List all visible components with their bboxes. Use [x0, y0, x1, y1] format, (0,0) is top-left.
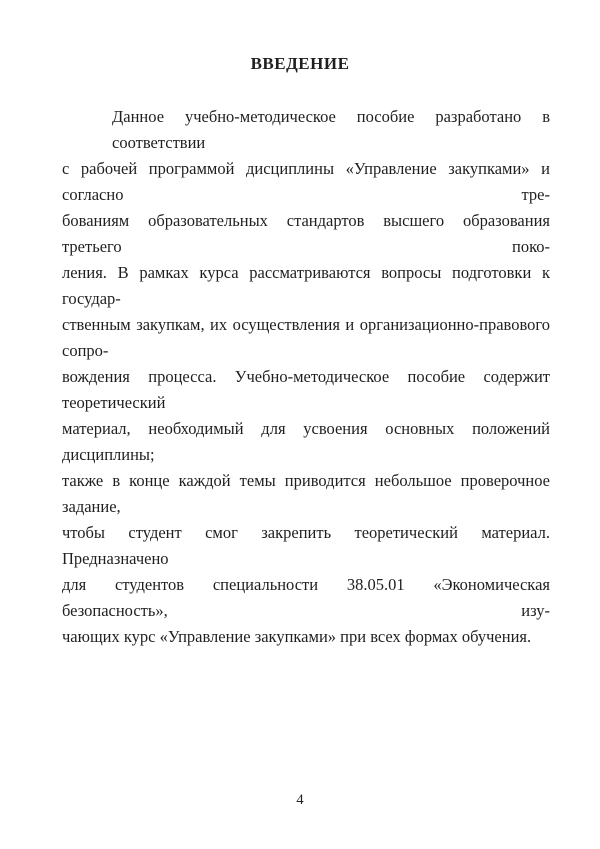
introduction-paragraph — [0, 104, 600, 650]
paragraph-line: ственным закупкам, их осуществления и организационно-правового сопро- — [62, 315, 550, 360]
paragraph-line: бованиям образовательных стандартов высшего образования третьего поко- — [62, 211, 550, 256]
paragraph-line: также в конце каждой темы приводится небольшое проверочное задание, — [62, 471, 550, 516]
section-title: ВВЕДЕНИЕ — [250, 54, 350, 73]
paragraph-line: ления. В рамках курса рассматриваются вопросы подготовки к государ- — [62, 263, 550, 308]
page-number: 4 — [296, 792, 304, 808]
paragraph-line: для студентов специальности 38.05.01 «Экономическая безопасность», изу- — [62, 575, 550, 620]
paragraph-line: чающих курс «Управление закупками» при всех формах обучения. — [62, 627, 532, 646]
paragraph-line: материал, необходимый для усвоения основных положений дисциплины; — [62, 419, 550, 464]
paragraph-line: вождения процесса. Учебно-методическое пособие содержит теоретический — [62, 367, 550, 412]
paragraph-line: чтобы студент смог закрепить теоретический материал. Предназначено — [62, 523, 550, 568]
paragraph-line: Данное учебно-методическое пособие разработано в соответствии — [112, 107, 550, 152]
paragraph-line: с рабочей программой дисциплины «Управление закупками» и согласно тре- — [62, 159, 550, 204]
